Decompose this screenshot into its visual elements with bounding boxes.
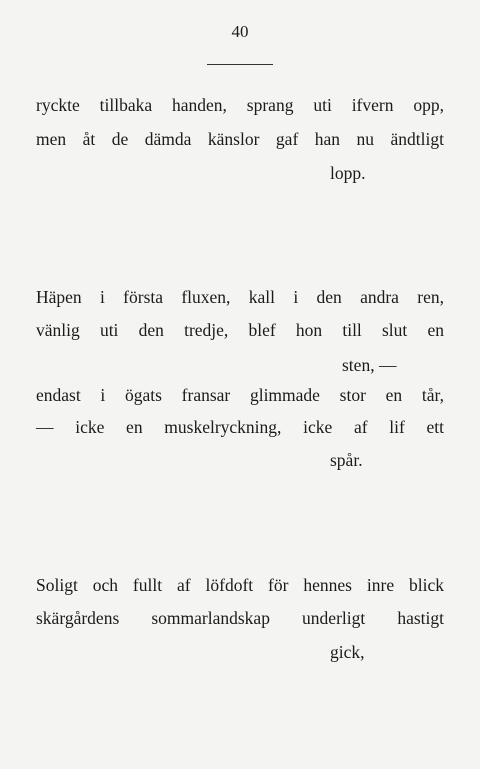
poem-line-tail: gick, [330, 642, 365, 662]
poem-line: ryckte tillbaka handen, sprang uti ifvern opp, [36, 95, 444, 115]
poem-line: Soligt och fullt af löfdoft för hennes inre blick [36, 575, 444, 595]
poem-line: men åt de dämda känslor gaf han nu ändtligt [36, 129, 444, 149]
poem-line: vänlig uti den tredje, blef hon till slut en [36, 320, 444, 340]
poem-line-tail: lopp. [330, 163, 366, 183]
poem-line-tail: sten, — [342, 355, 397, 375]
header-rule [207, 64, 273, 65]
poem-line-tail: spår. [330, 450, 363, 470]
page-number: 40 [231, 22, 249, 41]
poem-line: — icke en muskelryckning, icke af lif ett [36, 417, 444, 437]
poem-line: Häpen i första fluxen, kall i den andra ren, [36, 287, 444, 307]
poem-line: skärgårdens sommarlandskap underligt hastigt [36, 608, 444, 628]
poem-line: endast i ögats fransar glimmade stor en tår, [36, 385, 444, 405]
